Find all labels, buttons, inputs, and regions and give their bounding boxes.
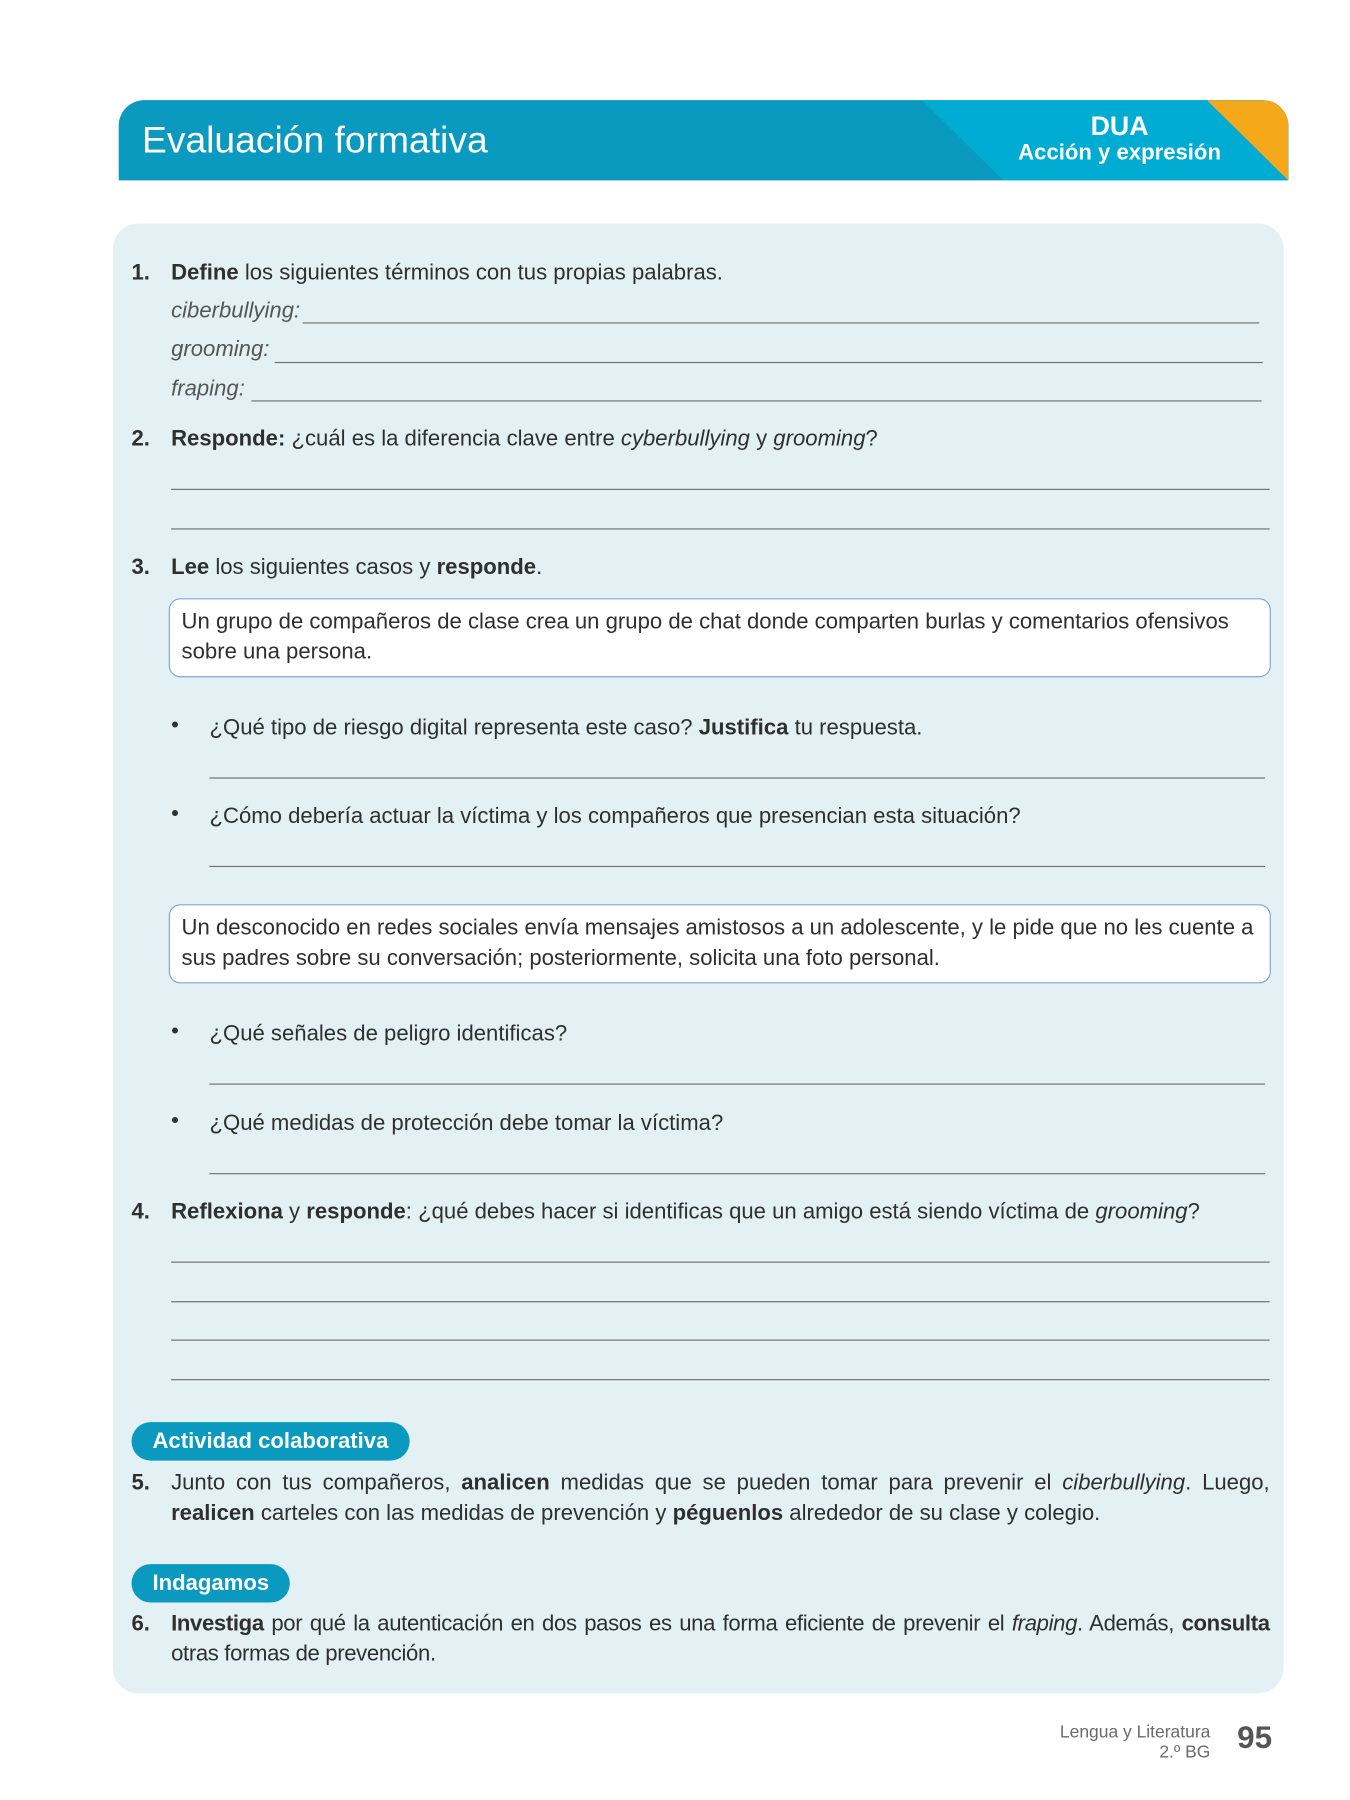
term-fraping: fraping: xyxy=(171,377,245,402)
q6-number: 6. xyxy=(131,1611,150,1637)
q2-number: 2. xyxy=(131,427,150,452)
bullet: • xyxy=(171,801,179,827)
dua-label: DUA xyxy=(1090,110,1149,141)
answer-line[interactable] xyxy=(171,1301,1270,1302)
q5-prompt: Junto con tus compañeros, analicen medidas que se pueden tomar para prevenir el ciberbullying. Luego, realicen carteles con las medidas de prevención y péguenlos alrededor de su clase y colegio. xyxy=(171,1471,1270,1526)
answer-line[interactable] xyxy=(171,1340,1270,1341)
q4-number: 4. xyxy=(131,1199,150,1225)
case1-question-2: ¿Cómo debería actuar la víctima y los compañeros que presencian esta situación? xyxy=(209,804,1021,829)
case2-question-1: ¿Qué señales de peligro identificas? xyxy=(209,1021,568,1047)
answer-line[interactable] xyxy=(275,362,1263,363)
answer-line[interactable] xyxy=(209,777,1265,778)
answer-line[interactable] xyxy=(209,1173,1265,1174)
subject-name: Lengua y Literatura xyxy=(1059,1722,1211,1743)
bullet: • xyxy=(171,1109,179,1134)
answer-line[interactable] xyxy=(209,1083,1265,1084)
answer-line[interactable] xyxy=(251,400,1261,401)
dua-badge xyxy=(980,112,1259,168)
q1-number: 1. xyxy=(131,260,150,286)
collaborative-activity-label: Actividad colaborativa xyxy=(132,1422,410,1460)
case-box-2: Un desconocido en redes sociales envía mensajes amistosos a un adolescente, y le pide que no les cuente a sus padres sobre su conversación; posteriormente, solicita una foto personal. xyxy=(169,904,1271,983)
case2-question-2: ¿Qué medidas de protección debe tomar la víctima? xyxy=(209,1111,724,1136)
case-box-1: Un grupo de compañeros de clase crea un grupo de chat donde comparten burlas y comentarios ofensivos sobre una persona. xyxy=(169,598,1271,677)
answer-line[interactable] xyxy=(171,1379,1270,1380)
answer-line[interactable] xyxy=(171,489,1270,490)
term-ciberbullying: ciberbullying: xyxy=(171,299,301,324)
answer-line[interactable] xyxy=(303,322,1260,323)
indagamos-label: Indagamos xyxy=(132,1564,291,1602)
answer-line[interactable] xyxy=(171,528,1270,529)
bullet: • xyxy=(171,1019,179,1044)
q3-number: 3. xyxy=(131,555,150,580)
q4-prompt: Reflexiona y responde: ¿qué debes hacer si identificas que un amigo está siendo víctima de grooming? xyxy=(171,1199,1200,1225)
q3-prompt: Lee los siguientes casos y responde. xyxy=(171,555,543,580)
dua-sublabel: Acción y expresión xyxy=(1018,140,1221,166)
grade-label: 2.º BG xyxy=(1159,1742,1211,1762)
answer-line[interactable] xyxy=(209,866,1265,867)
case1-question-1: ¿Qué tipo de riesgo digital representa este caso? Justifica tu respuesta. xyxy=(209,715,923,741)
q2-prompt: Responde: ¿cuál es la diferencia clave entre cyberbullying y grooming? xyxy=(171,427,878,452)
q1-prompt xyxy=(171,258,723,288)
term-grooming: grooming: xyxy=(171,337,270,362)
section-header xyxy=(119,100,1289,180)
q5-number: 5. xyxy=(131,1471,150,1496)
bullet: • xyxy=(171,713,179,738)
page-title: Evaluación formativa xyxy=(141,118,488,161)
q6-prompt: Investiga por qué la autenticación en dos pasos es una forma eficiente de prevenir el fraping. Además, consulta otras formas de prevención. xyxy=(171,1611,1270,1667)
page-number: 95 xyxy=(1237,1720,1273,1756)
q1-text: los siguientes términos con tus propias palabras. xyxy=(238,260,723,286)
answer-line[interactable] xyxy=(171,1262,1270,1263)
q1-verb: Define xyxy=(171,260,239,286)
footer-subject xyxy=(1060,1722,1210,1762)
